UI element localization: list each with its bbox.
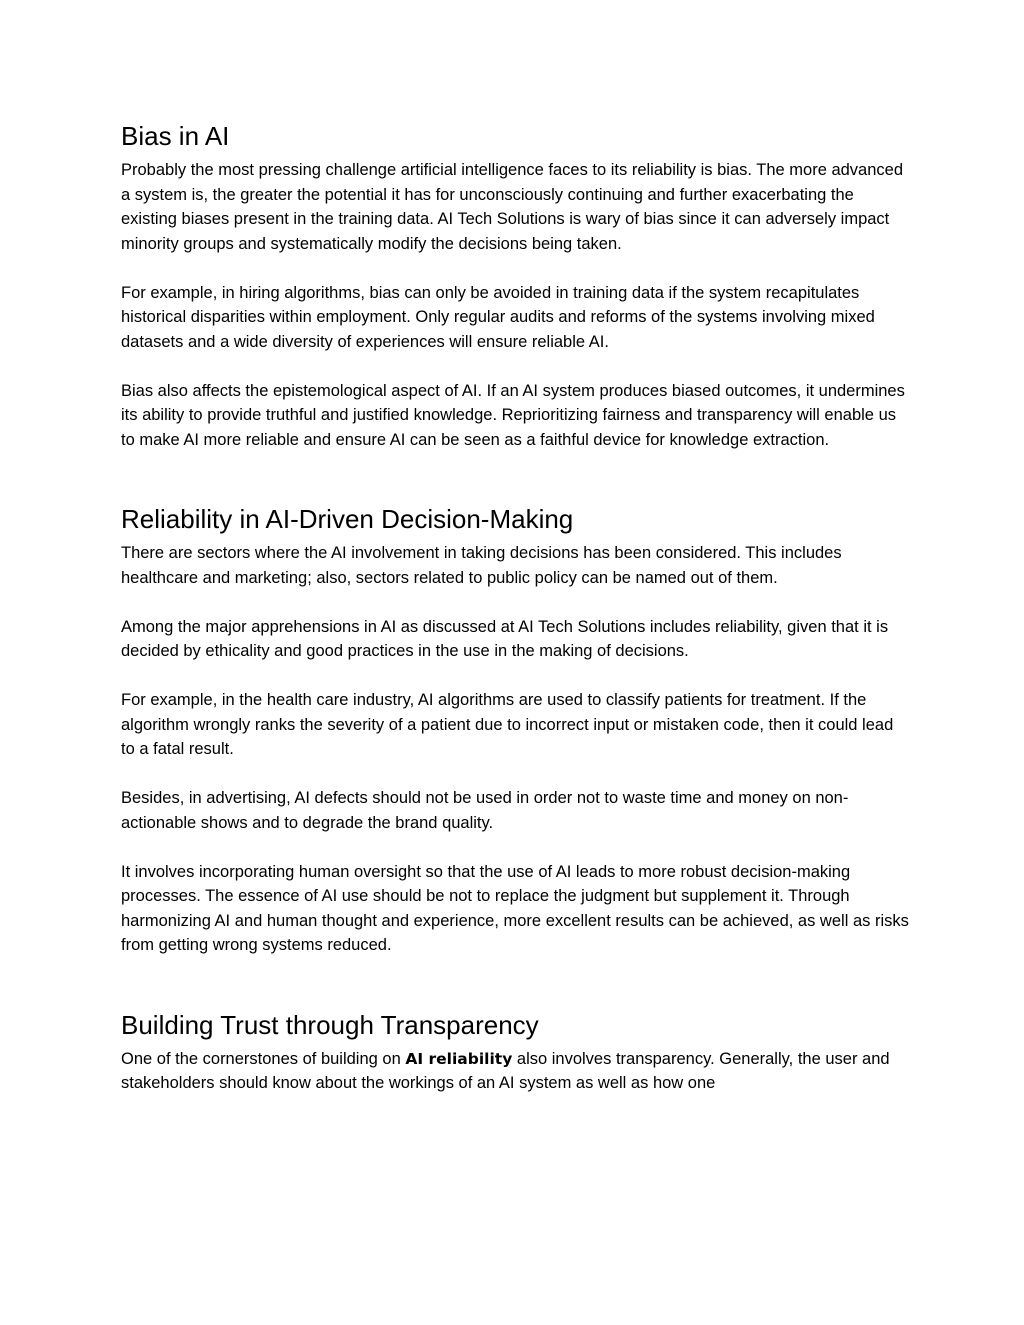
paragraph: For example, in hiring algorithms, bias can only be avoided in training data if the system recapitulates historical disparities within employment. Only regular audits and reforms of the systems involving mixed datasets and a wide diversity of experiences will ensure reliable AI.: [121, 283, 875, 351]
paragraph: For example, in the health care industry, AI algorithms are used to classify patients for treatment. If the algorithm wrongly ranks the severity of a patient due to incorrect input or mistaken code, then it could lead to a fatal result.: [121, 691, 894, 758]
section-bias-in-ai: [121, 117, 911, 452]
section-heading: Reliability in AI-Driven Decision-Making: [121, 504, 574, 534]
paragraph: Probably the most pressing challenge artificial intelligence faces to its reliability is bias. The more advanced a system is, the greater the potential it has for unconsciously continuing and further exacerbating the existing biases present in the training data. AI Tech Solutions is wary of bias since it can adversely impact minority groups and systematically modify the decisions being taken.: [121, 161, 904, 253]
section-building-trust: [121, 1006, 911, 1096]
section-heading: Building Trust through Transparency: [121, 1009, 539, 1040]
document-page: [121, 117, 911, 1096]
paragraph: Bias also affects the epistemological aspect of AI. If an AI system produces biased outcomes, it undermines its ability to provide truthful and justified knowledge. Reprioritizing fairness and transparency will enable us to make AI more reliable and ensure AI can be seen as a faithful device for knowledge extraction.: [121, 381, 905, 449]
intro-text-continued: also involves transparency. Generally, the user and stakeholders should know about the workings of an AI system as well as how one: [121, 1049, 890, 1092]
paragraph: [121, 1047, 911, 1096]
section-heading: Bias in AI: [121, 121, 230, 151]
intro-text: One of the cornerstones of building on: [121, 1049, 406, 1068]
paragraph: Besides, in advertising, AI defects should not be used in order not to waste time and money on non-actionable shows and to degrade the brand quality.: [121, 789, 849, 832]
paragraph: It involves incorporating human oversight so that the use of AI leads to more robust decision-making processes. The essence of AI use should be not to replace the judgment but supplement it. Through harmonizing AI and human thought and experience, more excellent results can be achieved, as well as risks from getting wrong systems reduced.: [121, 862, 909, 954]
paragraph: Among the major apprehensions in AI as discussed at AI Tech Solutions includes reliability, given that it is decided by ethicality and good practices in the use in the making of decisions.: [121, 617, 889, 660]
paragraph: There are sectors where the AI involvement in taking decisions has been considered. This includes healthcare and marketing; also, sectors related to public policy can be named out of them.: [121, 544, 842, 587]
section-reliability-decision-making: [121, 500, 911, 958]
bold-term-ai-reliability: AI reliability: [405, 1049, 513, 1068]
